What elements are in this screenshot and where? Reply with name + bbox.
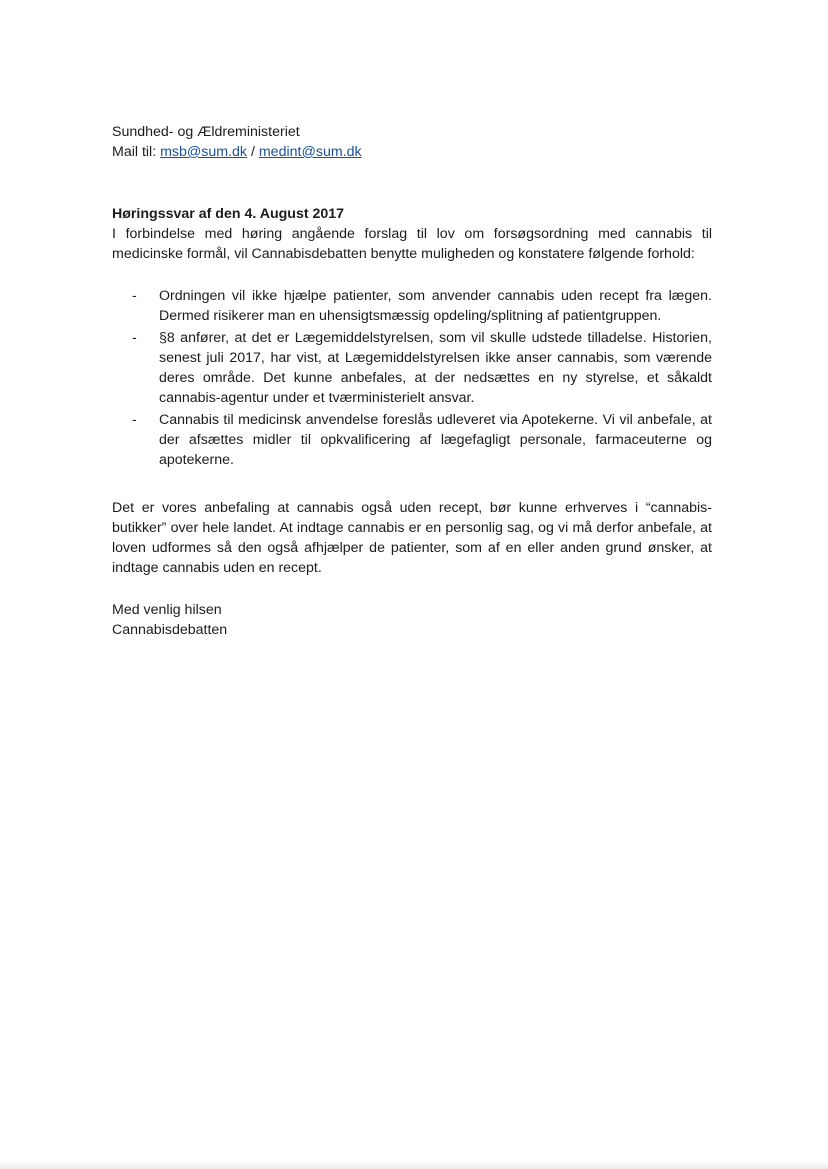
signature: Cannabisdebatten xyxy=(112,622,228,638)
bullet-text: Ordningen vil ikke hjælpe patienter, som anvender cannabis uden recept fra lægen. Dermed risikerer man en uhensigtsmæssig opdeling/splitning af patientgruppen. xyxy=(159,288,712,324)
recipient-name: Sundhed- og Ældreministeriet xyxy=(112,124,300,140)
bullet-text: Cannabis til medicinsk anvendelse foreslås udleveret via Apotekerne. Vi vil anbefale, at der afsættes midler til opkvalificering af lægefagligt personale, farmaceuterne og apotekerne. xyxy=(159,412,712,468)
recommendation-paragraph: Det er vores anbefaling at cannabis også uden recept, bør kunne erhverves i “cannabis-butikker” over hele landet. At indtage cannabis er en personlig sag, og vi må derfor anbefale, at loven udformes så den også afhjælper de patienter, som af en eller anden grund ønsker, at indtage cannabis uden en recept. xyxy=(112,500,712,576)
intro-paragraph: I forbindelse med høring angående forslag til lov om forsøgsordning med cannabis til medicinske formål, vil Cannabisdebatten benytte muligheden og konstatere følgende forhold: xyxy=(112,226,712,262)
bullet-dash: - xyxy=(132,330,137,346)
email-link-medint[interactable]: medint@sum.dk xyxy=(258,144,362,160)
bullet-list xyxy=(112,286,712,470)
letter-body xyxy=(112,122,712,640)
recipient-mail-line xyxy=(112,142,712,162)
bullet-dash: - xyxy=(132,412,137,428)
closing-greeting: Med venlig hilsen xyxy=(112,602,222,618)
closing-block xyxy=(112,600,712,640)
letter-heading: Høringssvar af den 4. August 2017 xyxy=(112,206,345,222)
list-item xyxy=(112,328,712,408)
scan-bottom-edge xyxy=(0,1161,828,1169)
list-item xyxy=(112,286,712,326)
bullet-dash: - xyxy=(132,288,137,304)
email-link-msb[interactable]: msb@sum.dk xyxy=(160,144,248,160)
list-item xyxy=(112,410,712,470)
mail-prefix: Mail til: xyxy=(112,144,161,160)
bullet-text: §8 anfører, at det er Lægemiddelstyrelsen, som vil skulle udstede tilladelse. Historien, senest juli 2017, har vist, at Lægemiddelstyrelsen ikke anser cannabis, som værende deres område. Det kunne anbefales, at der nedsættes en ny styrelse, et såkaldt cannabis-agentur under et tværministerielt ansvar. xyxy=(159,330,712,406)
email-separator: / xyxy=(247,144,259,160)
